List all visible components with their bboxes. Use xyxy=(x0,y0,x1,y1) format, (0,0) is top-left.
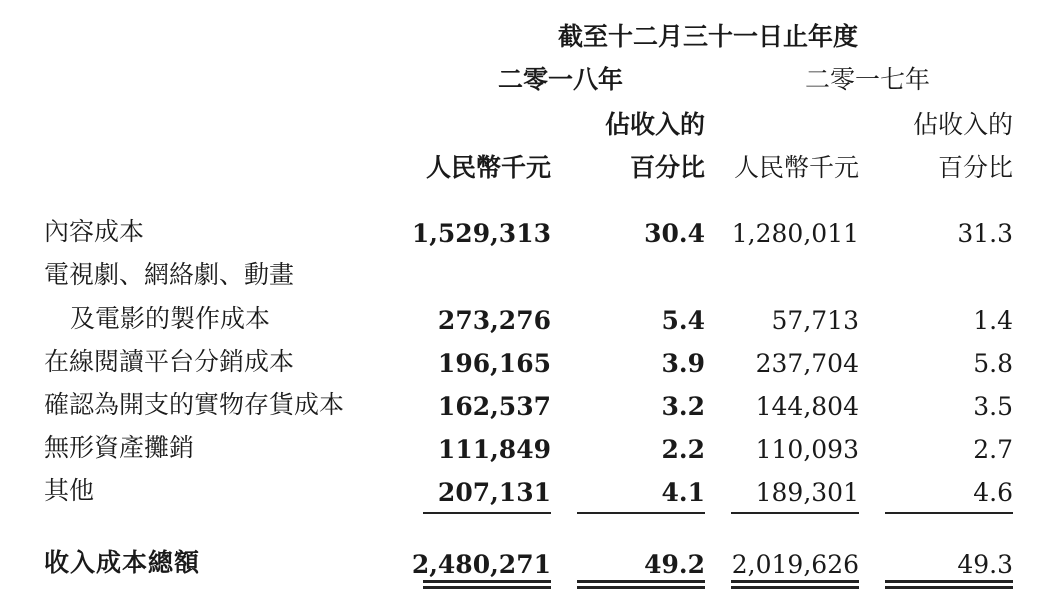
total-amount-2018: 2,480,271 xyxy=(411,550,551,579)
pct-2018: 4.1 xyxy=(661,478,705,507)
pct-2017: 1.4 xyxy=(973,306,1013,335)
total-double-rule-col3-bottom xyxy=(731,586,859,589)
row-label: 無形資產攤銷 xyxy=(44,433,195,462)
amount-2017: 144,804 xyxy=(755,392,859,421)
amount-2017: 189,301 xyxy=(755,478,859,507)
pct-2017: 5.8 xyxy=(973,349,1013,378)
total-double-rule-col1-bottom xyxy=(423,586,551,589)
pct-2018: 30.4 xyxy=(644,219,705,248)
pct-2017: 31.3 xyxy=(957,219,1013,248)
subtotal-rule-col1 xyxy=(423,512,551,514)
total-double-rule-col1-top xyxy=(423,580,551,583)
total-double-rule-col2-bottom xyxy=(577,586,705,589)
amount-2018: 207,131 xyxy=(437,478,551,507)
pct-2017: 4.6 xyxy=(973,478,1013,507)
amount-2018-header: 人民幣千元 xyxy=(425,153,551,182)
amount-2017: 57,713 xyxy=(771,306,859,335)
amount-2018: 196,165 xyxy=(437,349,551,378)
pct-2018: 5.4 xyxy=(661,306,705,335)
total-double-rule-col3-top xyxy=(731,580,859,583)
row-label-line1: 電視劇、網絡劇、動畫 xyxy=(44,260,295,289)
amount-2018: 162,537 xyxy=(437,392,551,421)
total-label: 收入成本總額 xyxy=(44,548,201,577)
pct-2017: 3.5 xyxy=(973,392,1013,421)
row-label: 確認為開支的實物存貨成本 xyxy=(44,390,345,419)
year-2018-header: 二零一八年 xyxy=(498,65,624,94)
pct-2017: 2.7 xyxy=(973,435,1013,464)
pct-2018: 3.2 xyxy=(661,392,705,421)
amount-2017: 237,704 xyxy=(755,349,859,378)
subtotal-rule-col2 xyxy=(577,512,705,514)
amount-2018: 273,276 xyxy=(437,306,551,335)
pct-2018-header-line2: 百分比 xyxy=(629,153,705,182)
subtotal-rule-col3 xyxy=(731,512,859,514)
pct-2018-header-line1: 佔收入的 xyxy=(604,110,705,139)
total-double-rule-col2-top xyxy=(577,580,705,583)
total-amount-2017: 2,019,626 xyxy=(731,550,859,579)
total-pct-2017: 49.3 xyxy=(957,550,1013,579)
subtotal-rule-col4 xyxy=(885,512,1013,514)
row-label: 及電影的製作成本 xyxy=(70,304,271,333)
row-label: 其他 xyxy=(44,476,95,505)
period-header: 截至十二月三十一日止年度 xyxy=(558,22,859,51)
total-double-rule-col4-top xyxy=(885,580,1013,583)
amount-2018: 1,529,313 xyxy=(411,219,551,248)
pct-2018: 3.9 xyxy=(661,349,705,378)
amount-2017: 110,093 xyxy=(755,435,859,464)
row-label: 在線閱讀平台分銷成本 xyxy=(44,347,295,376)
amount-2017: 1,280,011 xyxy=(731,219,859,248)
pct-2017-header-line1: 佔收入的 xyxy=(912,110,1013,139)
pct-2018: 2.2 xyxy=(661,435,705,464)
year-2017-header: 二零一七年 xyxy=(805,65,931,94)
total-pct-2018: 49.2 xyxy=(644,550,705,579)
pct-2017-header-line2: 百分比 xyxy=(937,153,1013,182)
amount-2018: 111,849 xyxy=(437,435,551,464)
row-label: 內容成本 xyxy=(44,217,145,246)
amount-2017-header: 人民幣千元 xyxy=(733,153,859,182)
total-double-rule-col4-bottom xyxy=(885,586,1013,589)
